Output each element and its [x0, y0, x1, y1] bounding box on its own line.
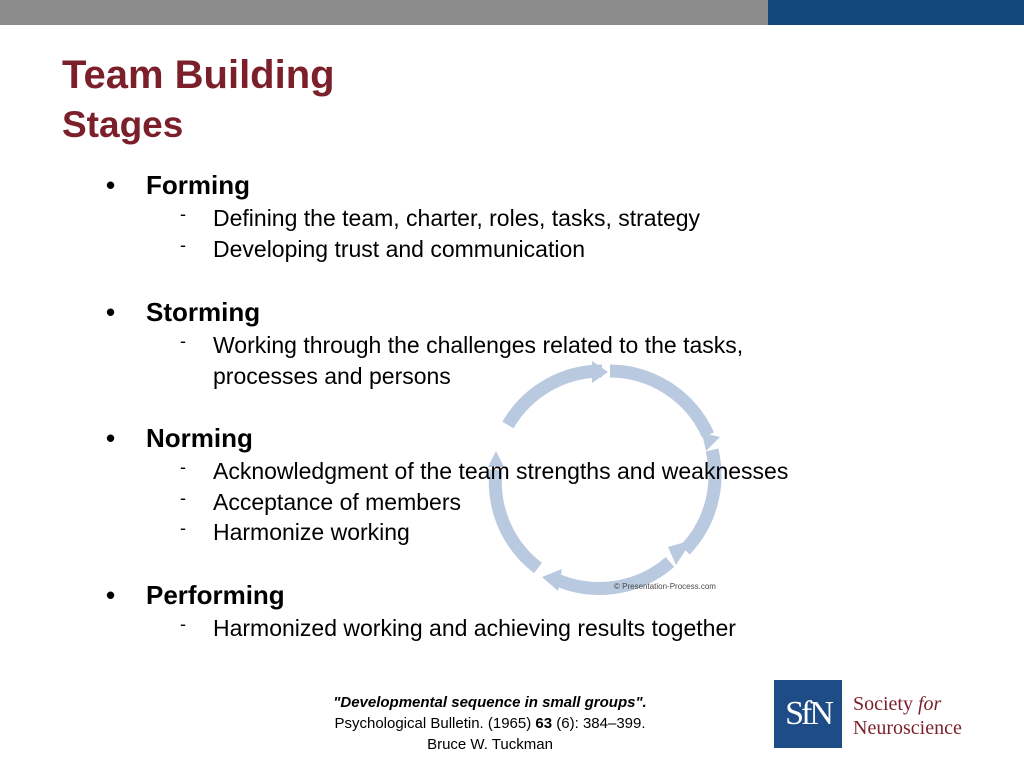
- dash: -: [180, 235, 186, 255]
- citation-volume: 63: [535, 715, 553, 732]
- bullet: •: [106, 423, 116, 453]
- item-text: Working through the challenges related to the tasks,: [213, 332, 744, 358]
- stage-name: Performing: [146, 580, 285, 610]
- sfn-logo-text: [853, 692, 962, 740]
- sfn-society: Society: [853, 693, 913, 715]
- slide-subtitle: Stages: [62, 104, 184, 145]
- item-text: Acknowledgment of the team strengths and weaknesses: [213, 458, 789, 484]
- citation-journal-name: Psychological Bulletin. (1965): [334, 715, 536, 732]
- stage-name: Storming: [146, 297, 261, 327]
- item-text: Harmonized working and achieving results together: [213, 615, 736, 641]
- sfn-logo-line2: Neuroscience: [853, 717, 962, 739]
- citation: [300, 692, 680, 755]
- citation-pages: (6): 384–399.: [552, 715, 646, 732]
- citation-journal: [300, 713, 680, 734]
- sfn-logo-line1: [853, 692, 962, 716]
- sfn-for: for: [918, 693, 942, 715]
- bullet: •: [106, 580, 116, 610]
- citation-title: "Developmental sequence in small groups".: [333, 694, 647, 711]
- stage-name: Norming: [146, 423, 253, 453]
- slide-title: Team Building: [62, 53, 335, 97]
- dash: -: [180, 614, 186, 634]
- top-bar-blue: [768, 0, 1024, 25]
- bullet: •: [106, 170, 116, 200]
- item-text: Defining the team, charter, roles, tasks, strategy: [213, 205, 701, 231]
- stage-name: Forming: [146, 170, 250, 200]
- item-text: processes and persons: [213, 363, 451, 389]
- item-text: Acceptance of members: [213, 489, 462, 515]
- item-text: Developing trust and communication: [213, 236, 586, 262]
- dash: -: [180, 331, 186, 351]
- dash: -: [180, 457, 186, 477]
- image-watermark: © Presentation-Process.com: [614, 582, 716, 591]
- top-bar-gray: [0, 0, 768, 25]
- sfn-logo-mark: SfN: [774, 680, 842, 748]
- dash: -: [180, 204, 186, 224]
- dash: -: [180, 518, 186, 538]
- dash: -: [180, 488, 186, 508]
- bullet: •: [106, 297, 116, 327]
- item-text: Harmonize working: [213, 519, 410, 545]
- citation-author: Bruce W. Tuckman: [427, 736, 553, 753]
